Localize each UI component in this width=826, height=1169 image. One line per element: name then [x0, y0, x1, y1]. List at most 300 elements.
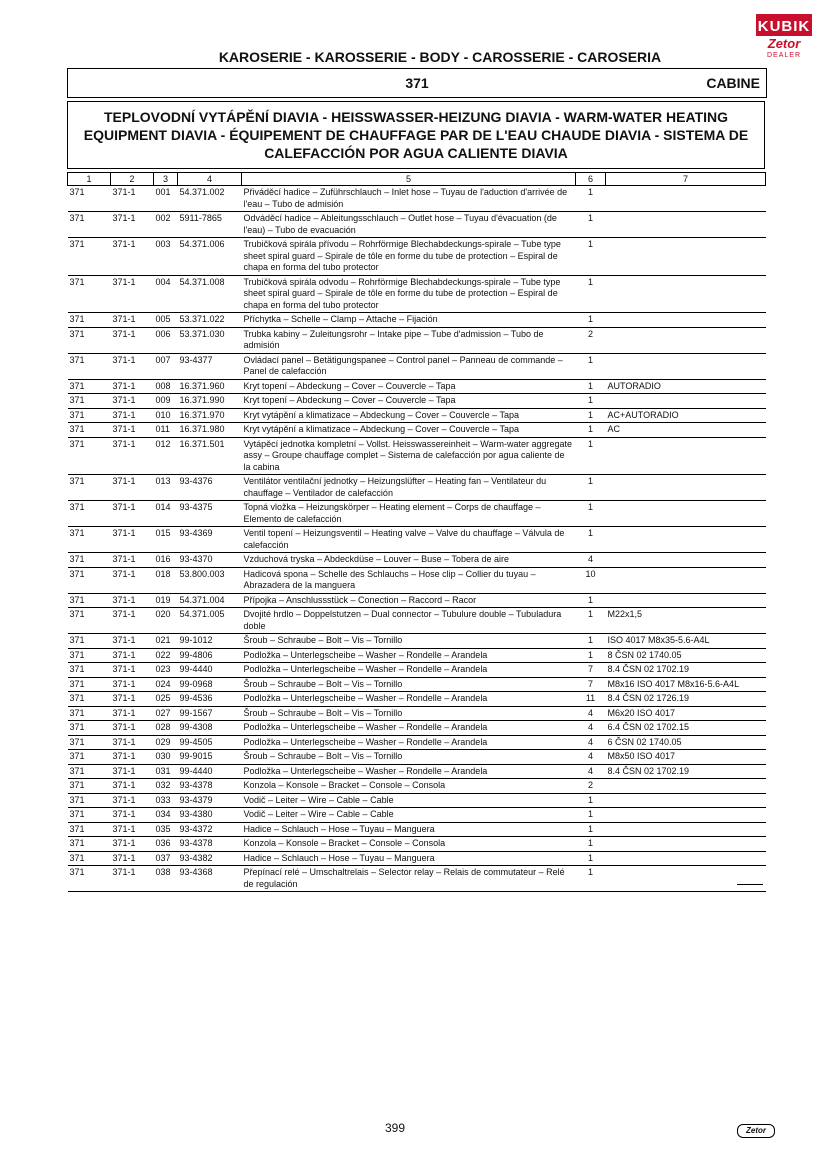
cell-c1: 371 [68, 408, 111, 423]
cell-c2: 371-1 [111, 313, 154, 328]
cell-c3: 024 [154, 677, 178, 692]
cell-c5: Přiváděcí hadice – Zuführschlauch – Inlet hose – Tuyau de l'aduction d'arrivée de l'eau – Tubo de admisión [242, 186, 576, 212]
cell-c6: 4 [576, 706, 606, 721]
cell-c4: 99-0968 [178, 677, 242, 692]
cell-c4: 93-4378 [178, 779, 242, 794]
cell-c1: 371 [68, 212, 111, 238]
cell-c6: 10 [576, 567, 606, 593]
cell-c1: 371 [68, 238, 111, 276]
cell-c7: 8.4 ČSN 02 1702.19 [606, 663, 766, 678]
cell-c4: 99-1567 [178, 706, 242, 721]
cell-c7 [606, 238, 766, 276]
cell-c1: 371 [68, 808, 111, 823]
cell-c3: 036 [154, 837, 178, 852]
table-row [68, 793, 766, 808]
cell-c4: 16.371.501 [178, 437, 242, 475]
cell-c1: 371 [68, 437, 111, 475]
cell-c1: 371 [68, 822, 111, 837]
table-row [68, 186, 766, 212]
cell-c2: 371-1 [111, 851, 154, 866]
cell-c3: 004 [154, 275, 178, 313]
cell-c3: 002 [154, 212, 178, 238]
cell-c6: 1 [576, 275, 606, 313]
cell-c2: 371-1 [111, 663, 154, 678]
table-header-row [68, 173, 766, 186]
table-row [68, 553, 766, 568]
cell-c5: Kryt topení – Abdeckung – Cover – Couvercle – Tapa [242, 394, 576, 409]
cell-c7: M22x1,5 [606, 608, 766, 634]
cell-c4: 53.800.003 [178, 567, 242, 593]
table-row [68, 313, 766, 328]
divider [737, 884, 763, 885]
table-row [68, 353, 766, 379]
cell-c4: 53.371.022 [178, 313, 242, 328]
page-title: KAROSERIE - KAROSSERIE - BODY - CAROSSERIE - CAROSERIA [218, 49, 662, 65]
cell-c1: 371 [68, 851, 111, 866]
cell-c1: 371 [68, 634, 111, 649]
table-row [68, 608, 766, 634]
cell-c2: 371-1 [111, 423, 154, 438]
cell-c3: 018 [154, 567, 178, 593]
table-row [68, 408, 766, 423]
cell-c2: 371-1 [111, 567, 154, 593]
kubik-zetor-logo [756, 14, 812, 72]
cell-c6: 1 [576, 634, 606, 649]
page-number: 399 [385, 1121, 406, 1135]
cell-c2: 371-1 [111, 501, 154, 527]
table-row [68, 663, 766, 678]
zetor-footer-logo: Zetor [737, 1124, 775, 1138]
cell-c6: 1 [576, 527, 606, 553]
cell-c2: 371-1 [111, 186, 154, 212]
table-row [68, 779, 766, 794]
cell-c4: 54.371.002 [178, 186, 242, 212]
cell-c5: Podložka – Unterlegscheibe – Washer – Rondelle – Arandela [242, 692, 576, 707]
cell-c7: M8x16 ISO 4017 M8x16-5.6-A4L [606, 677, 766, 692]
table-row [68, 437, 766, 475]
col-header: 4 [178, 173, 242, 186]
cell-c7 [606, 327, 766, 353]
cell-c4: 99-4440 [178, 764, 242, 779]
cell-c2: 371-1 [111, 764, 154, 779]
cell-c7 [606, 593, 766, 608]
cell-c5: Kryt vytápění a klimatizace – Abdeckung – Cover – Couvercle – Tapa [242, 408, 576, 423]
cell-c5: Konzola – Konsole – Bracket – Console – Consola [242, 779, 576, 794]
cell-c1: 371 [68, 553, 111, 568]
section-number: 371 [405, 75, 429, 91]
cell-c5: Konzola – Konsole – Bracket – Console – Consola [242, 837, 576, 852]
cell-c5: Odváděcí hadice – Ableitungsschlauch – Outlet hose – Tuyau d'évacuation (de l'eau) – Tubo de evacuación [242, 212, 576, 238]
cell-c5: Šroub – Schraube – Bolt – Vis – Tornillo [242, 634, 576, 649]
cell-c1: 371 [68, 779, 111, 794]
cell-c2: 371-1 [111, 721, 154, 736]
cell-c7 [606, 837, 766, 852]
logo-brand: KUBIK [756, 14, 812, 36]
cell-c4: 93-4369 [178, 527, 242, 553]
cell-c3: 035 [154, 822, 178, 837]
cell-c1: 371 [68, 735, 111, 750]
cell-c6: 1 [576, 212, 606, 238]
cell-c3: 005 [154, 313, 178, 328]
cell-c5: Hadicová spona – Schelle des Schlauchs – Hose clip – Collier du tuyau – Abrazadera de la manguera [242, 567, 576, 593]
table-row [68, 379, 766, 394]
cell-c6: 1 [576, 593, 606, 608]
cell-c3: 015 [154, 527, 178, 553]
cell-c4: 99-4308 [178, 721, 242, 736]
cell-c4: 99-4505 [178, 735, 242, 750]
cell-c2: 371-1 [111, 527, 154, 553]
cell-c4: 16.371.980 [178, 423, 242, 438]
cell-c3: 022 [154, 648, 178, 663]
cell-c6: 2 [576, 327, 606, 353]
cell-c2: 371-1 [111, 238, 154, 276]
cell-c4: 93-4375 [178, 501, 242, 527]
cell-c1: 371 [68, 721, 111, 736]
cell-c6: 11 [576, 692, 606, 707]
cell-c7 [606, 553, 766, 568]
cell-c1: 371 [68, 692, 111, 707]
cell-c4: 54.371.006 [178, 238, 242, 276]
logo-tag: DEALER [766, 52, 801, 59]
cell-c3: 037 [154, 851, 178, 866]
cell-c7 [606, 793, 766, 808]
cell-c3: 032 [154, 779, 178, 794]
cell-c3: 011 [154, 423, 178, 438]
cell-c7 [606, 437, 766, 475]
cell-c1: 371 [68, 475, 111, 501]
cell-c1: 371 [68, 593, 111, 608]
cell-c4: 93-4376 [178, 475, 242, 501]
col-header: 1 [68, 173, 111, 186]
cell-c3: 016 [154, 553, 178, 568]
cell-c4: 16.371.970 [178, 408, 242, 423]
cell-c3: 027 [154, 706, 178, 721]
cell-c4: 54.371.005 [178, 608, 242, 634]
cell-c6: 1 [576, 837, 606, 852]
parts-table [67, 172, 766, 892]
cell-c3: 003 [154, 238, 178, 276]
cell-c2: 371-1 [111, 808, 154, 823]
cell-c1: 371 [68, 663, 111, 678]
cell-c7: 8.4 ČSN 02 1726.19 [606, 692, 766, 707]
cell-c7 [606, 527, 766, 553]
cell-c2: 371-1 [111, 822, 154, 837]
table-row [68, 692, 766, 707]
cell-c7: AC [606, 423, 766, 438]
cell-c5: Přepínací relé – Umschaltrelais – Selector relay – Relais de commutateur – Relé de regulación [242, 866, 576, 892]
col-header: 6 [576, 173, 606, 186]
cell-c1: 371 [68, 423, 111, 438]
cell-c7: ISO 4017 M8x35-5.6-A4L [606, 634, 766, 649]
cell-c6: 1 [576, 238, 606, 276]
cell-c5: Vodič – Leiter – Wire – Cable – Cable [242, 808, 576, 823]
col-header: 2 [111, 173, 154, 186]
cell-c5: Podložka – Unterlegscheibe – Washer – Rondelle – Arandela [242, 648, 576, 663]
cell-c3: 009 [154, 394, 178, 409]
table-row [68, 212, 766, 238]
table-row [68, 327, 766, 353]
table-row [68, 593, 766, 608]
cell-c3: 006 [154, 327, 178, 353]
cell-c7 [606, 851, 766, 866]
table-row [68, 567, 766, 593]
cell-c3: 031 [154, 764, 178, 779]
cell-c2: 371-1 [111, 750, 154, 765]
table-row [68, 527, 766, 553]
cell-c5: Podložka – Unterlegscheibe – Washer – Rondelle – Arandela [242, 663, 576, 678]
cell-c6: 1 [576, 408, 606, 423]
cell-c2: 371-1 [111, 408, 154, 423]
table-row [68, 706, 766, 721]
cell-c6: 1 [576, 353, 606, 379]
cell-c6: 1 [576, 851, 606, 866]
cell-c2: 371-1 [111, 608, 154, 634]
cell-c2: 371-1 [111, 634, 154, 649]
cell-c5: Šroub – Schraube – Bolt – Vis – Tornillo [242, 706, 576, 721]
cell-c6: 1 [576, 475, 606, 501]
group-title: TEPLOVODNÍ VYTÁPĚNÍ DIAVIA - HEISSWASSER-HEIZUNG DIAVIA - WARM-WATER HEATING EQUIPMENT DIAVIA - ÉQUIPEMENT DE CHAUFFAGE PAR DE L'EAU CHAUDE DIAVIA - SISTEMA DE CALEFACCIÓN POR AGUA CALIENTE DIAVIA [67, 101, 765, 169]
cell-c5: Vodič – Leiter – Wire – Cable – Cable [242, 793, 576, 808]
cell-c1: 371 [68, 313, 111, 328]
cell-c1: 371 [68, 866, 111, 892]
cell-c2: 371-1 [111, 692, 154, 707]
table-row [68, 808, 766, 823]
cell-c4: 99-4536 [178, 692, 242, 707]
cell-c4: 93-4370 [178, 553, 242, 568]
cell-c5: Trubka kabiny – Zuleitungsrohr – Intake pipe – Tube d'admission – Tubo de admisión [242, 327, 576, 353]
cell-c5: Podložka – Unterlegscheibe – Washer – Rondelle – Arandela [242, 721, 576, 736]
cell-c4: 53.371.030 [178, 327, 242, 353]
cell-c5: Ventil topení – Heizungsventil – Heating valve – Valve du chauffage – Válvula de calefacción [242, 527, 576, 553]
cell-c2: 371-1 [111, 779, 154, 794]
cell-c1: 371 [68, 275, 111, 313]
cell-c2: 371-1 [111, 379, 154, 394]
cell-c4: 16.371.960 [178, 379, 242, 394]
cell-c4: 54.371.004 [178, 593, 242, 608]
cell-c1: 371 [68, 764, 111, 779]
cell-c3: 008 [154, 379, 178, 394]
cell-c1: 371 [68, 501, 111, 527]
section-box [67, 68, 767, 98]
col-header: 7 [606, 173, 766, 186]
cell-c2: 371-1 [111, 593, 154, 608]
col-header: 3 [154, 173, 178, 186]
cell-c4: 16.371.990 [178, 394, 242, 409]
table-row [68, 634, 766, 649]
cell-c7 [606, 353, 766, 379]
cell-c2: 371-1 [111, 475, 154, 501]
cell-c6: 1 [576, 437, 606, 475]
cell-c6: 1 [576, 648, 606, 663]
cell-c7 [606, 212, 766, 238]
cell-c1: 371 [68, 608, 111, 634]
table-row [68, 275, 766, 313]
cell-c6: 4 [576, 750, 606, 765]
table-row [68, 648, 766, 663]
cell-c1: 371 [68, 648, 111, 663]
cell-c7: 6.4 ČSN 02 1702.15 [606, 721, 766, 736]
cell-c6: 1 [576, 608, 606, 634]
cell-c5: Vzduchová tryska – Abdeckdüse – Louver – Buse – Tobera de aire [242, 553, 576, 568]
cell-c5: Dvojité hrdlo – Doppelstutzen – Dual connector – Tubulure double – Tubuladura doble [242, 608, 576, 634]
cell-c1: 371 [68, 837, 111, 852]
cell-c6: 4 [576, 553, 606, 568]
cell-c4: 93-4368 [178, 866, 242, 892]
cell-c6: 1 [576, 394, 606, 409]
cell-c6: 4 [576, 721, 606, 736]
cell-c4: 93-4377 [178, 353, 242, 379]
cell-c2: 371-1 [111, 553, 154, 568]
cell-c3: 007 [154, 353, 178, 379]
cell-c1: 371 [68, 527, 111, 553]
cell-c1: 371 [68, 327, 111, 353]
cell-c1: 371 [68, 567, 111, 593]
table-row [68, 501, 766, 527]
cell-c6: 4 [576, 735, 606, 750]
cell-c3: 010 [154, 408, 178, 423]
cell-c4: 99-1012 [178, 634, 242, 649]
table-row [68, 837, 766, 852]
table-row [68, 764, 766, 779]
cell-c4: 99-4806 [178, 648, 242, 663]
cell-c4: 99-4440 [178, 663, 242, 678]
cell-c7: 6 ČSN 02 1740.05 [606, 735, 766, 750]
cell-c6: 4 [576, 764, 606, 779]
cell-c2: 371-1 [111, 327, 154, 353]
cell-c7 [606, 394, 766, 409]
cell-c6: 1 [576, 313, 606, 328]
table-row [68, 735, 766, 750]
table-row [68, 750, 766, 765]
cell-c3: 021 [154, 634, 178, 649]
cell-c6: 1 [576, 423, 606, 438]
cell-c6: 7 [576, 677, 606, 692]
cell-c6: 1 [576, 822, 606, 837]
cell-c4: 93-4379 [178, 793, 242, 808]
cell-c6: 1 [576, 808, 606, 823]
cell-c6: 2 [576, 779, 606, 794]
cell-c4: 93-4382 [178, 851, 242, 866]
cell-c4: 93-4372 [178, 822, 242, 837]
table-row [68, 677, 766, 692]
cell-c2: 371-1 [111, 394, 154, 409]
cell-c2: 371-1 [111, 735, 154, 750]
cell-c7 [606, 313, 766, 328]
cell-c3: 013 [154, 475, 178, 501]
cell-c5: Kryt topení – Abdeckung – Cover – Couvercle – Tapa [242, 379, 576, 394]
cell-c2: 371-1 [111, 353, 154, 379]
cell-c3: 012 [154, 437, 178, 475]
cell-c7 [606, 779, 766, 794]
cell-c3: 020 [154, 608, 178, 634]
cell-c5: Hadice – Schlauch – Hose – Tuyau – Manguera [242, 851, 576, 866]
cell-c3: 025 [154, 692, 178, 707]
section-name: CABINE [706, 75, 760, 91]
cell-c3: 034 [154, 808, 178, 823]
col-header: 5 [242, 173, 576, 186]
cell-c5: Trubičková spirála přívodu – Rohrförmige Blechabdeckungs-spirale – Tube type sheet spiral guard – Spirale de tôle en forme du tube de protection – Espiral de chapa en forma del tubo protector [242, 238, 576, 276]
cell-c3: 028 [154, 721, 178, 736]
cell-c4: 93-4378 [178, 837, 242, 852]
cell-c5: Podložka – Unterlegscheibe – Washer – Rondelle – Arandela [242, 764, 576, 779]
cell-c1: 371 [68, 353, 111, 379]
cell-c6: 1 [576, 793, 606, 808]
table-row [68, 238, 766, 276]
cell-c2: 371-1 [111, 212, 154, 238]
table-row [68, 721, 766, 736]
cell-c5: Topná vložka – Heizungskörper – Heating element – Corps de chauffage – Elemento de calefacción [242, 501, 576, 527]
cell-c1: 371 [68, 394, 111, 409]
cell-c3: 029 [154, 735, 178, 750]
cell-c2: 371-1 [111, 648, 154, 663]
cell-c3: 023 [154, 663, 178, 678]
cell-c5: Příchytka – Schelle – Clamp – Attache – Fijación [242, 313, 576, 328]
cell-c7 [606, 808, 766, 823]
cell-c2: 371-1 [111, 275, 154, 313]
cell-c5: Hadice – Schlauch – Hose – Tuyau – Manguera [242, 822, 576, 837]
cell-c7: AC+AUTORADIO [606, 408, 766, 423]
cell-c5: Trubičková spirála odvodu – Rohrförmige Blechabdeckungs-spirale – Tube type sheet spiral guard – Spirale de tôle en forme du tube de protection – Espiral de chapa en forma del tubo protector [242, 275, 576, 313]
cell-c6: 1 [576, 866, 606, 892]
cell-c3: 030 [154, 750, 178, 765]
cell-c5: Vytápěcí jednotka kompletní – Vollst. Heisswassereinheit – Warm-water aggregate assy – Groupe chauffage complet – Sistema de calefacción por agua caliente de la cabina [242, 437, 576, 475]
cell-c2: 371-1 [111, 866, 154, 892]
cell-c1: 371 [68, 677, 111, 692]
cell-c1: 371 [68, 793, 111, 808]
cell-c5: Šroub – Schraube – Bolt – Vis – Tornillo [242, 677, 576, 692]
cell-c7 [606, 501, 766, 527]
cell-c2: 371-1 [111, 437, 154, 475]
cell-c4: 5911-7865 [178, 212, 242, 238]
cell-c3: 014 [154, 501, 178, 527]
cell-c5: Kryt vytápění a klimatizace – Abdeckung – Cover – Couvercle – Tapa [242, 423, 576, 438]
table-row [68, 423, 766, 438]
cell-c2: 371-1 [111, 706, 154, 721]
table-row [68, 866, 766, 892]
cell-c2: 371-1 [111, 677, 154, 692]
cell-c6: 1 [576, 379, 606, 394]
cell-c7 [606, 275, 766, 313]
table-row [68, 822, 766, 837]
cell-c1: 371 [68, 706, 111, 721]
cell-c7 [606, 186, 766, 212]
cell-c6: 1 [576, 186, 606, 212]
cell-c1: 371 [68, 186, 111, 212]
cell-c7: 8 ČSN 02 1740.05 [606, 648, 766, 663]
table-row [68, 394, 766, 409]
cell-c5: Podložka – Unterlegscheibe – Washer – Rondelle – Arandela [242, 735, 576, 750]
cell-c7 [606, 567, 766, 593]
cell-c2: 371-1 [111, 837, 154, 852]
cell-c4: 99-9015 [178, 750, 242, 765]
cell-c7 [606, 866, 766, 892]
cell-c7 [606, 822, 766, 837]
cell-c5: Ventilátor ventilační jednotky – Heizungslüfter – Heating fan – Ventilateur du chauffage – Ventilador de calefacción [242, 475, 576, 501]
cell-c3: 001 [154, 186, 178, 212]
cell-c3: 019 [154, 593, 178, 608]
cell-c7: M8x50 ISO 4017 [606, 750, 766, 765]
cell-c2: 371-1 [111, 793, 154, 808]
cell-c4: 93-4380 [178, 808, 242, 823]
cell-c7: M6x20 ISO 4017 [606, 706, 766, 721]
table-row [68, 475, 766, 501]
cell-c5: Šroub – Schraube – Bolt – Vis – Tornillo [242, 750, 576, 765]
cell-c7 [606, 475, 766, 501]
cell-c4: 54.371.008 [178, 275, 242, 313]
cell-c3: 033 [154, 793, 178, 808]
cell-c6: 7 [576, 663, 606, 678]
cell-c5: Přípojka – Anschlussstück – Conection – Raccord – Racor [242, 593, 576, 608]
